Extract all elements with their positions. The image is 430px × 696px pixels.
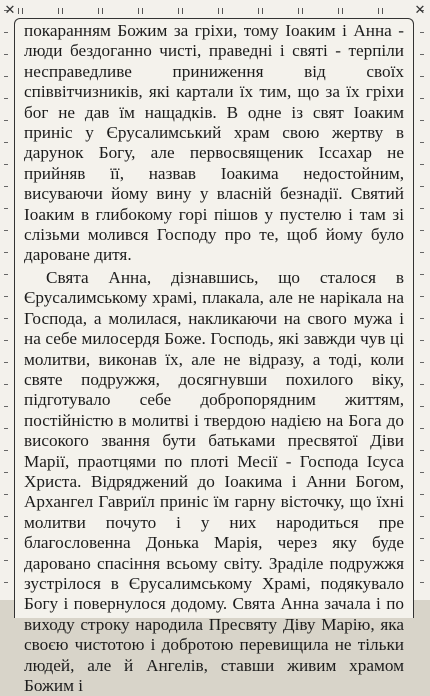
corner-ornament-icon: ✕	[414, 2, 426, 17]
corner-ornament-icon: ✕	[4, 2, 16, 17]
paragraph-1: покаранням Божим за гріхи, тому Іоаким і Анна - люди бездоганно чисті, праведні і святі - терпіли несправедливе приниження від своїх співвітчизників, які картали їх тим, що за їх гріхи бог не дав їм нащадків. В одне із свят Іоаким приніс у Єрусалимський храм свою жертву в дарунок Богу, але первосвященик Іссахар не прийняв її, назвав Іоакима недостойним, висуваючи йому вину у власній безнадії. Святий Іоаким в глибокому горі пішов у пустелю і там зі слізьми молився Господу про те, щоб йому було дароване дитя.	[24, 21, 404, 265]
decorative-border-left	[0, 0, 14, 600]
decorative-border-right	[414, 0, 430, 600]
text-frame	[14, 18, 414, 695]
paragraph-2: Свята Анна, дізнавшись, що сталося в Єрусалимському храмі, плакала, але не нарікала на Господа, а молилася, накликаючи на свого мужа і на себе милосердя Боже. Господь, які завжди чув ці молитви, виконав їх, але не відразу, а тоді, коли святе подружжя, досягнувши похилого віку, підготувало себе добропорядним життям, постійністю в молитві і твердою надією на Бога до високого звання бути батьками пресвятої Діви Марії, праотцями по плоті Месії - Господа Ісуса Христа. Відряджений до Іоакима і Анни Богом, Архангел Гавриїл приніс їм гарну вісточку, що їхні молитви почуто і у них народиться пре благословенна Донька Марія, через яку буде даровано спасіння всьому світу. Зраділе подружжя зустрілося в Єрусалимському Храмі, подякувало Богу і повернулося додому. Свята Анна зачала і по виходу строку народила Пресвяту Діву Марію, яка своєю чистотою і добротою перевищила не тільки людей, але й Ангелів, ставши живим храмом Божим і	[24, 267, 404, 695]
